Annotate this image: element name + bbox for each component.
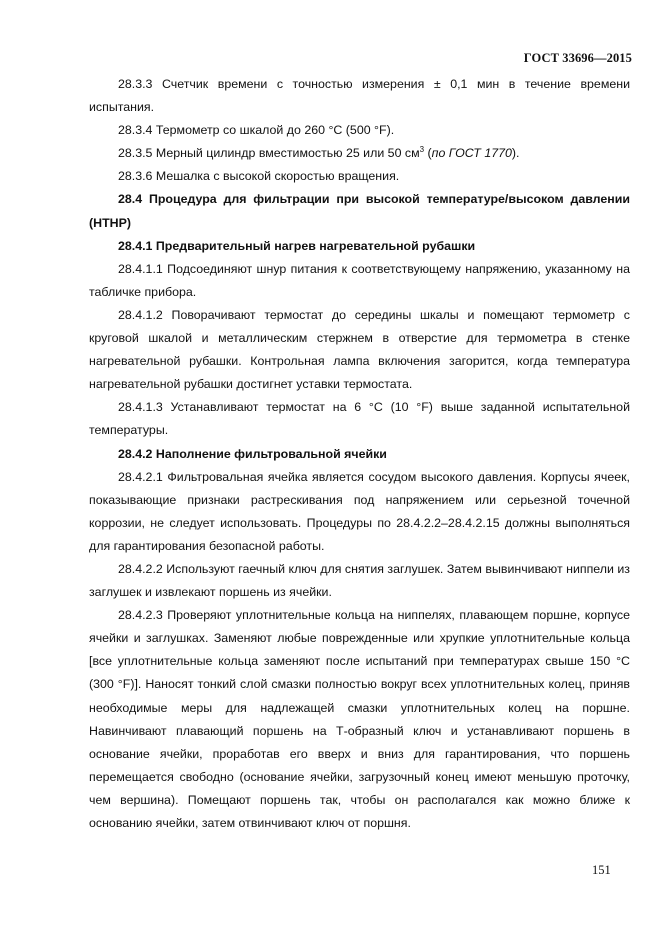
paragraph-28-3-5-close: ). xyxy=(511,146,520,161)
paragraph-28-3-5 xyxy=(89,142,630,165)
paragraph-28-3-6: 28.3.6 Мешалка с высокой скоростью вращения. xyxy=(118,169,400,184)
paragraph-28-4-1-3: 28.4.1.3 Устанавливают термостат на 6 °С (10 °F) выше заданной испытательной температуры. xyxy=(89,400,630,438)
page-number: 151 xyxy=(592,863,611,877)
paragraph-28-4-1-1: 28.4.1.1 Подсоединяют шнур питания к соответствующему напряжению, указанному на табличке прибора. xyxy=(89,261,630,299)
paragraph-28-4-2-3: 28.4.2.3 Проверяют уплотнительные кольца на ниппелях, плавающем поршне, корпусе ячейки и заглушках. Заменяют любые поврежденные или хрупкие уплотнительные кольца [все уплотнительные кольца заменяют после испытаний при температурах свыше 150 °С (300 °F)]. Наносят тонкий слой смазки полностью вокруг всех уплотнительных колец, приняв необходимые меры для надлежащей смазки уплотнительных колец на поршне. Навинчивают плавающий поршень на Т-образный ключ и устанавливают поршень в основание ячейки, проработав его вверх и вниз для гарантирования, что поршень перемещается свободно (основание ячейки, загрузочный конец имеют меньшую проточку, чем вершина). Помещают поршень так, чтобы он располагался как можно ближе к основанию ячейки, затем отвинчивают ключ от поршня. xyxy=(89,608,630,830)
paragraph-28-4-1-2: 28.4.1.2 Поворачивают термостат до середины шкалы и помещают термометр с круговой шкалой и металлическим стержнем в отверстие для термометра в стенке нагревательной рубашки. Контрольная лампа включения загорится, когда температура нагревательной рубашки достигнет уставки термостата. xyxy=(89,307,630,392)
paragraph-28-4-2-2: 28.4.2.2 Используют гаечный ключ для снятия заглушек. Затем вывинчивают ниппели из заглушек и извлекают поршень из ячейки. xyxy=(89,561,630,600)
document-body xyxy=(89,73,630,835)
paragraph-28-3-5-open: ( xyxy=(424,146,432,161)
paragraph-28-3-4: 28.3.4 Термометр со шкалой до 260 °С (500 °F). xyxy=(118,123,395,138)
standard-reference: по ГОСТ 1770 xyxy=(431,146,512,161)
paragraph-28-3-3: 28.3.3 Счетчик времени с точностью измерения ± 0,1 мин в течение времени испытания. xyxy=(89,77,630,115)
section-heading-28-4-2: 28.4.2 Наполнение фильтровальной ячейки xyxy=(118,446,387,461)
paragraph-28-4-2-1: 28.4.2.1 Фильтровальная ячейка является сосудом высокого давления. Корпусы ячеек, показывающие признаки растрескивания под напряжением или серьезной точечной коррозии, не следует использовать. Процедуры по 28.4.2.2–28.4.2.15 должны выполняться для гарантирования безопасной работы. xyxy=(89,469,630,553)
paragraph-28-3-5-text: 28.3.5 Мерный цилиндр вместимостью 25 или 50 см xyxy=(118,146,420,161)
section-heading-28-4-1: 28.4.1 Предварительный нагрев нагревательной рубашки xyxy=(118,238,476,253)
superscript-cube: 3 xyxy=(419,145,425,155)
section-heading-28-4: 28.4 Процедура для фильтрации при высокой температуре/высоком давлении (НТНР) xyxy=(89,192,630,230)
document-code-header: ГОСТ 33696—2015 xyxy=(523,51,632,65)
